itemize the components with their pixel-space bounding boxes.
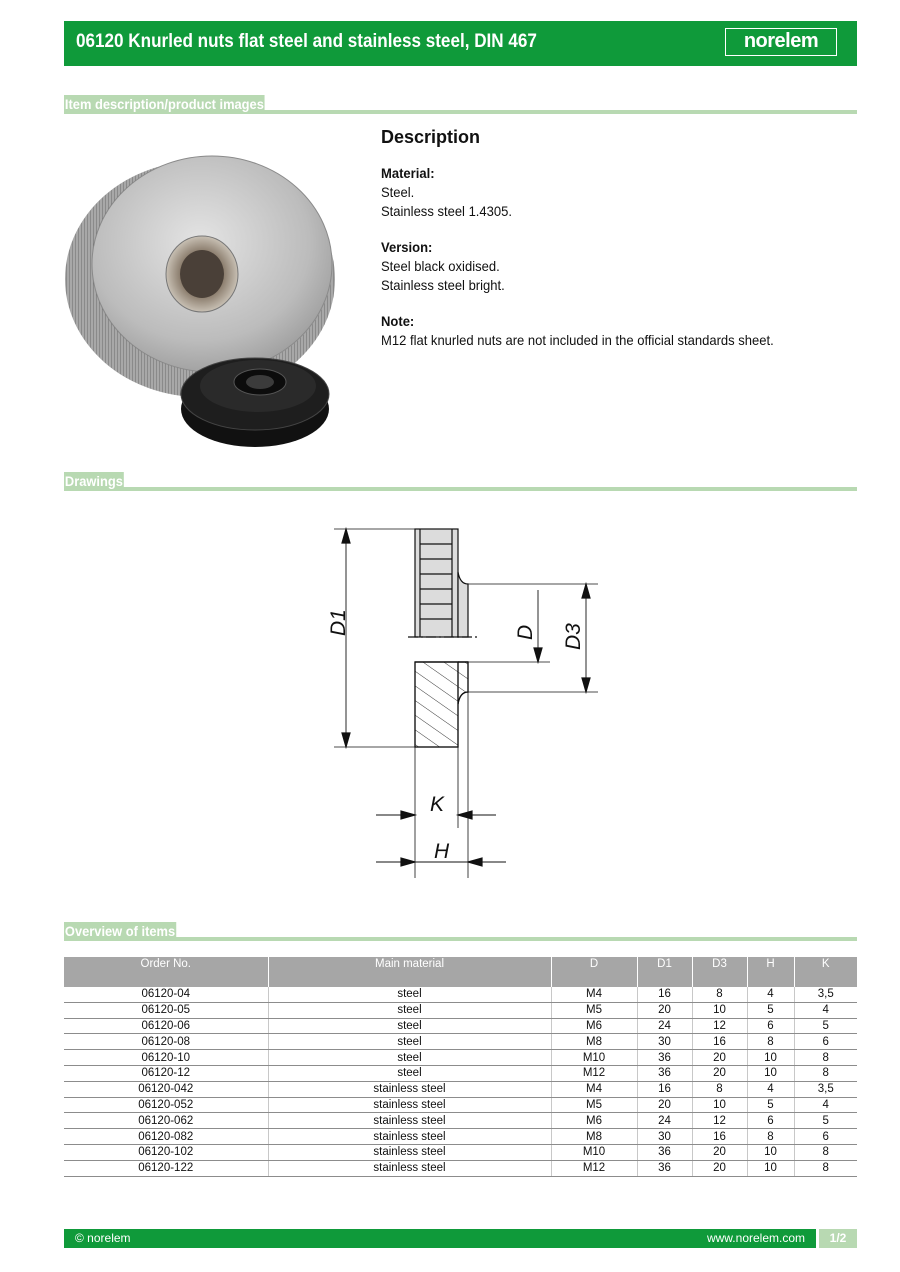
section-overview-label: Overview of items xyxy=(64,923,176,939)
column-header: D1 xyxy=(637,957,692,987)
table-cell: steel xyxy=(268,1002,551,1018)
table-cell: 06120-122 xyxy=(64,1160,268,1176)
table-cell: 8 xyxy=(692,987,747,1002)
table-cell: M10 xyxy=(551,1144,637,1160)
table-cell: 06120-042 xyxy=(64,1081,268,1097)
section-images-label: Item description/product images xyxy=(64,96,264,112)
version-label: Version: xyxy=(381,239,433,255)
copyright-text: © norelem xyxy=(75,1231,131,1245)
table-cell: 20 xyxy=(692,1050,747,1066)
table-cell: 16 xyxy=(692,1129,747,1145)
drawing-label-d3: D3 xyxy=(562,623,585,650)
items-table xyxy=(64,957,857,1177)
table-row xyxy=(64,1160,857,1176)
table-cell: M10 xyxy=(551,1050,637,1066)
version-line: Stainless steel bright. xyxy=(381,277,505,293)
note-label: Note: xyxy=(381,313,415,329)
table-cell: steel xyxy=(268,1018,551,1034)
table-row xyxy=(64,1065,857,1081)
table-cell: stainless steel xyxy=(268,1097,551,1113)
table-cell: 5 xyxy=(747,1097,794,1113)
table-cell: 06120-06 xyxy=(64,1018,268,1034)
table-cell: 06120-052 xyxy=(64,1097,268,1113)
column-header: Main material xyxy=(268,957,551,987)
table-cell: 16 xyxy=(637,987,692,1002)
description-heading: Description xyxy=(381,127,481,147)
table-cell: 5 xyxy=(794,1018,857,1034)
column-header: K xyxy=(794,957,857,987)
table-cell: 5 xyxy=(747,1002,794,1018)
material-label: Material: xyxy=(381,165,435,181)
table-cell: 36 xyxy=(637,1050,692,1066)
table-cell: M4 xyxy=(551,987,637,1002)
version-line: Steel black oxidised. xyxy=(381,258,500,274)
table-cell: stainless steel xyxy=(268,1081,551,1097)
table-cell: 8 xyxy=(794,1065,857,1081)
drawing-label-k: K xyxy=(430,793,445,816)
table-row xyxy=(64,1081,857,1097)
table-cell: 6 xyxy=(747,1113,794,1129)
material-line: Steel. xyxy=(381,184,415,200)
drawing-label-d1: D1 xyxy=(327,609,350,636)
page-title: 06120 Knurled nuts flat steel and stainless steel, DIN 467 xyxy=(76,31,537,52)
table-cell: 30 xyxy=(637,1129,692,1145)
table-cell: steel xyxy=(268,1034,551,1050)
table-cell: M5 xyxy=(551,1097,637,1113)
table-row xyxy=(64,1097,857,1113)
table-cell: 36 xyxy=(637,1160,692,1176)
table-cell: 20 xyxy=(637,1097,692,1113)
table-cell: 30 xyxy=(637,1034,692,1050)
column-header: D xyxy=(551,957,637,987)
table-cell: 06120-04 xyxy=(64,987,268,1002)
table-cell: 06120-05 xyxy=(64,1002,268,1018)
table-cell: 10 xyxy=(747,1065,794,1081)
table-cell: 10 xyxy=(747,1160,794,1176)
table-row xyxy=(64,1002,857,1018)
table-row xyxy=(64,1113,857,1129)
section-overview-header xyxy=(64,917,857,941)
note-text: M12 flat knurled nuts are not included in the official standards sheet. xyxy=(381,332,774,348)
table-cell: 20 xyxy=(692,1160,747,1176)
brand-logo: norelem xyxy=(725,28,837,56)
footer-bar xyxy=(64,1229,857,1248)
table-cell: 6 xyxy=(747,1018,794,1034)
table-cell: 8 xyxy=(794,1160,857,1176)
table-cell: 20 xyxy=(692,1065,747,1081)
column-header: D3 xyxy=(692,957,747,987)
table-cell: stainless steel xyxy=(268,1160,551,1176)
table-cell: 20 xyxy=(637,1002,692,1018)
table-cell: stainless steel xyxy=(268,1113,551,1129)
table-cell: 06120-082 xyxy=(64,1129,268,1145)
table-cell: 06120-062 xyxy=(64,1113,268,1129)
table-cell: M6 xyxy=(551,1113,637,1129)
table-cell: 10 xyxy=(747,1050,794,1066)
drawing-label-h: H xyxy=(434,840,450,863)
table-cell: 24 xyxy=(637,1018,692,1034)
table-cell: 06120-102 xyxy=(64,1144,268,1160)
table-cell: 4 xyxy=(794,1097,857,1113)
table-cell: M12 xyxy=(551,1160,637,1176)
table-cell: 8 xyxy=(747,1034,794,1050)
table-cell: 10 xyxy=(747,1144,794,1160)
table-cell: 06120-08 xyxy=(64,1034,268,1050)
table-cell: steel xyxy=(268,987,551,1002)
table-cell: 3,5 xyxy=(794,1081,857,1097)
table-cell: 24 xyxy=(637,1113,692,1129)
table-cell: 20 xyxy=(692,1144,747,1160)
column-header: Order No. xyxy=(64,957,268,987)
table-cell: M12 xyxy=(551,1065,637,1081)
table-cell: 3,5 xyxy=(794,987,857,1002)
table-cell: M5 xyxy=(551,1002,637,1018)
table-cell: M6 xyxy=(551,1018,637,1034)
page-number: 1/2 xyxy=(816,1229,857,1248)
table-row xyxy=(64,987,857,1002)
table-cell: M8 xyxy=(551,1129,637,1145)
table-row xyxy=(64,1034,857,1050)
table-cell: 36 xyxy=(637,1065,692,1081)
table-header-row xyxy=(64,957,857,987)
table-cell: 4 xyxy=(794,1002,857,1018)
table-cell: steel xyxy=(268,1065,551,1081)
table-cell: M8 xyxy=(551,1034,637,1050)
table-row xyxy=(64,1129,857,1145)
table-cell: 12 xyxy=(692,1113,747,1129)
table-row xyxy=(64,1050,857,1066)
table-cell: 10 xyxy=(692,1002,747,1018)
website-link[interactable]: www.norelem.com xyxy=(706,1231,805,1245)
table-cell: 06120-12 xyxy=(64,1065,268,1081)
table-cell: 4 xyxy=(747,987,794,1002)
table-row xyxy=(64,1144,857,1160)
table-cell: M4 xyxy=(551,1081,637,1097)
table-cell: 8 xyxy=(794,1144,857,1160)
table-cell: 36 xyxy=(637,1144,692,1160)
table-cell: 8 xyxy=(692,1081,747,1097)
table-cell: 12 xyxy=(692,1018,747,1034)
table-cell: 06120-10 xyxy=(64,1050,268,1066)
table-cell: 4 xyxy=(747,1081,794,1097)
table-cell: stainless steel xyxy=(268,1144,551,1160)
table-cell: 8 xyxy=(747,1129,794,1145)
table-cell: 5 xyxy=(794,1113,857,1129)
table-cell: stainless steel xyxy=(268,1129,551,1145)
table-cell: 6 xyxy=(794,1129,857,1145)
table-cell: 16 xyxy=(692,1034,747,1050)
table-cell: 6 xyxy=(794,1034,857,1050)
section-drawings-label: Drawings xyxy=(64,473,123,489)
material-line: Stainless steel 1.4305. xyxy=(381,203,513,219)
table-cell: 10 xyxy=(692,1097,747,1113)
table-row xyxy=(64,1018,857,1034)
drawing-label-d: D xyxy=(514,624,537,640)
table-cell: 16 xyxy=(637,1081,692,1097)
column-header: H xyxy=(747,957,794,987)
table-cell: steel xyxy=(268,1050,551,1066)
table-cell: 8 xyxy=(794,1050,857,1066)
